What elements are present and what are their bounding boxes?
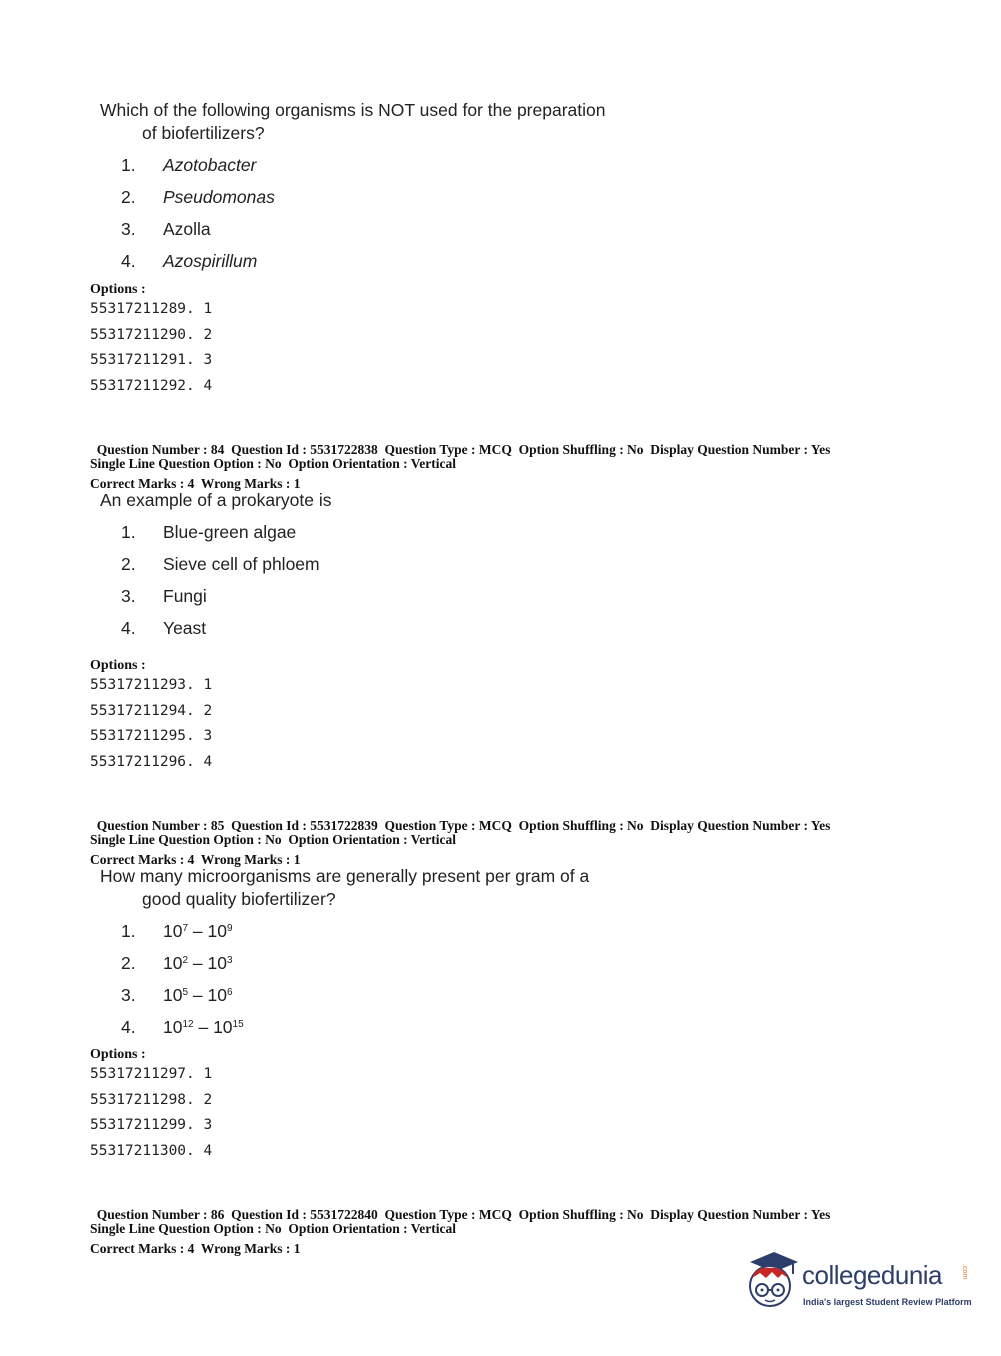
meta-line: Single Line Question Option : No Option Orientation : Vertical <box>90 832 457 847</box>
option-id: 55317211295. 3 <box>90 728 213 744</box>
choice-text: Blue-green algae <box>163 522 297 542</box>
meta-line: Question Number : 84 Question Id : 5531722838 Question Type : MCQ Option Shuffling : No Display Question Number : Yes <box>96 441 831 457</box>
meta-line: Correct Marks : 4 Wrong Marks : 1 <box>90 851 301 867</box>
choice-item <box>121 953 244 985</box>
meta-line: Correct Marks : 4 Wrong Marks : 1 <box>90 1240 301 1256</box>
choice-number: 2. <box>121 554 136 574</box>
question-84-choices <box>121 522 320 650</box>
logo-wordmark: collegedunia <box>802 1260 943 1290</box>
mascot-icon <box>742 1248 802 1318</box>
choice-item <box>121 155 275 187</box>
choice-number: 1. <box>121 155 136 175</box>
choice-item <box>121 251 275 283</box>
choice-number: 3. <box>121 985 136 1005</box>
option-id: 55317211296. 4 <box>90 753 213 770</box>
choice-item <box>121 187 275 219</box>
option-id: 55317211299. 3 <box>90 1117 213 1133</box>
choice-number: 2. <box>121 187 136 207</box>
meta-line: Question Number : 86 Question Id : 5531722840 Question Type : MCQ Option Shuffling : No Display Question Number : Yes <box>96 1206 831 1222</box>
choice-number: 3. <box>121 586 136 606</box>
choice-text: Yeast <box>163 618 207 638</box>
choice-text: Pseudomonas <box>163 187 275 207</box>
choice-item <box>121 586 320 618</box>
meta-line: Question Number : 85 Question Id : 5531722839 Question Type : MCQ Option Shuffling : No Display Question Number : Yes <box>96 817 831 833</box>
options-list <box>90 1066 212 1168</box>
choice-number: 3. <box>121 219 136 239</box>
choice-text: $10^2 - 10^3$ <box>163 953 233 973</box>
choice-text: Azotobacter <box>163 155 257 175</box>
option-id: 55317211289. 1 <box>90 301 213 317</box>
question-83-choices <box>121 155 275 283</box>
question-line: Which of the following organisms is NOT used for the preparation <box>100 100 606 120</box>
choice-number: 1. <box>121 921 136 941</box>
options-label: Options : <box>90 1047 146 1062</box>
meta-line: Single Line Question Option : No Option Orientation : Vertical <box>90 456 457 471</box>
choice-item <box>121 219 275 251</box>
choice-number: 4. <box>121 251 136 271</box>
question-line: of biofertilizers? <box>142 123 265 143</box>
option-id: 55317211297. 1 <box>90 1066 213 1082</box>
option-id: 55317211291. 3 <box>90 352 213 368</box>
logo-domain: .com <box>961 1264 968 1280</box>
meta-line: Correct Marks : 4 Wrong Marks : 1 <box>90 475 301 491</box>
question-line: An example of a prokaryote is <box>100 490 332 510</box>
choice-text: $10^5 - 10^6$ <box>163 985 233 1005</box>
choice-text: $10^7 - 10^9$ <box>163 921 233 941</box>
choice-item <box>121 985 244 1017</box>
choice-text: Sieve cell of phloem <box>163 554 320 574</box>
question-85-choices <box>121 921 244 1049</box>
logo-tagline: India's largest Student Review Platform <box>803 1297 972 1307</box>
option-id: 55317211294. 2 <box>90 702 213 719</box>
choice-text: $10^{12} - 10^{15}$ <box>163 1017 244 1037</box>
choice-item <box>121 618 320 650</box>
choice-item <box>121 554 320 586</box>
option-id: 55317211290. 2 <box>90 326 213 343</box>
choice-item <box>121 522 320 554</box>
choice-number: 4. <box>121 1017 136 1037</box>
question-85-text <box>100 865 589 911</box>
option-id: 55317211292. 4 <box>90 377 213 394</box>
choice-number: 2. <box>121 953 136 973</box>
choice-text: Fungi <box>163 586 207 606</box>
question-line: good quality biofertilizer? <box>142 889 336 909</box>
options-label: Options : <box>90 658 146 673</box>
option-id: 55317211300. 4 <box>90 1142 213 1159</box>
choice-number: 4. <box>121 618 136 638</box>
question-line: How many microorganisms are generally present per gram of a <box>100 866 590 886</box>
meta-line: Single Line Question Option : No Option Orientation : Vertical <box>90 1221 457 1236</box>
options-list <box>90 677 212 779</box>
choice-text: Azolla <box>163 219 211 239</box>
choice-number: 1. <box>121 522 136 542</box>
question-86-meta <box>90 1193 830 1271</box>
options-list <box>90 301 212 403</box>
options-label: Options : <box>90 282 146 297</box>
choice-item <box>121 1017 244 1049</box>
choice-text: Azospirillum <box>163 251 258 271</box>
question-84-text <box>100 489 332 512</box>
option-id: 55317211293. 1 <box>90 677 213 693</box>
choice-item <box>121 921 244 953</box>
collegedunia-logo <box>742 1248 972 1318</box>
question-83-text <box>100 99 605 145</box>
option-id: 55317211298. 2 <box>90 1091 213 1108</box>
